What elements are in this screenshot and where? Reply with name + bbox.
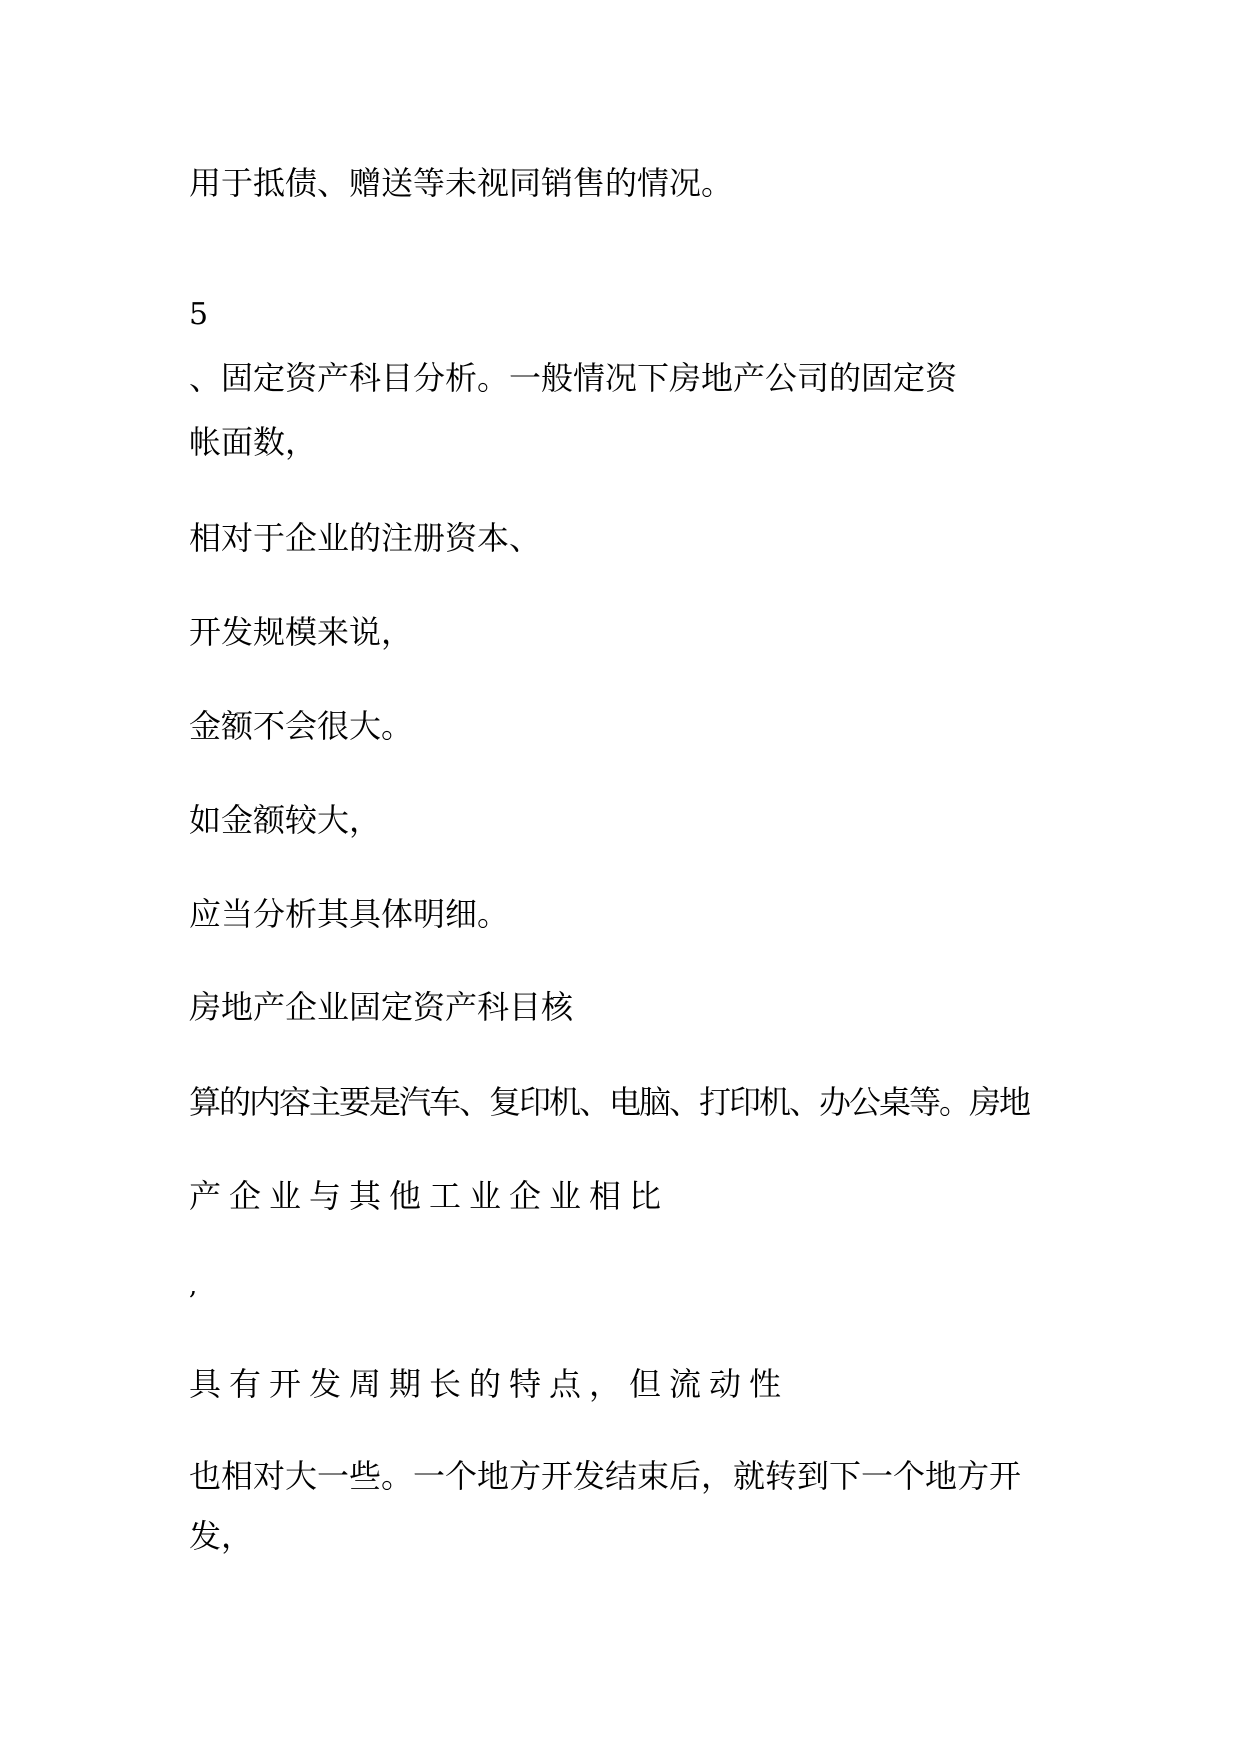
text-line: 、固定资产科目分析。一般情况下房地产公司的固定资 bbox=[189, 359, 958, 397]
text-line: 房地产企业固定资产科目核 bbox=[189, 988, 574, 1026]
text-line: 帐面数， bbox=[189, 423, 318, 461]
text-line: 具有开发周期长的特点，但流动性 bbox=[189, 1365, 790, 1403]
text-line: , bbox=[189, 1271, 198, 1301]
text-line: 相对于企业的注册资本、 bbox=[189, 519, 542, 557]
text-line: 产企业与其他工业企业相比 bbox=[189, 1177, 670, 1215]
text-line: 也相对大一些。一个地方开发结束后，就转到下一个地方开 bbox=[189, 1457, 1022, 1495]
text-line: 金额不会很大。 bbox=[189, 707, 414, 745]
text-line: 开发规模来说， bbox=[189, 613, 414, 651]
section-number: 5 bbox=[189, 297, 209, 332]
text-line: 如金额较大， bbox=[189, 801, 382, 839]
text-line: 用于抵债、赠送等未视同销售的情况。 bbox=[189, 164, 734, 202]
text-line: 算的内容主要是汽车、复印机、电脑、打印机、办公桌等。房地 bbox=[189, 1083, 1030, 1121]
text-line: 发， bbox=[189, 1517, 254, 1555]
text-line: 应当分析其具体明细。 bbox=[189, 895, 510, 933]
